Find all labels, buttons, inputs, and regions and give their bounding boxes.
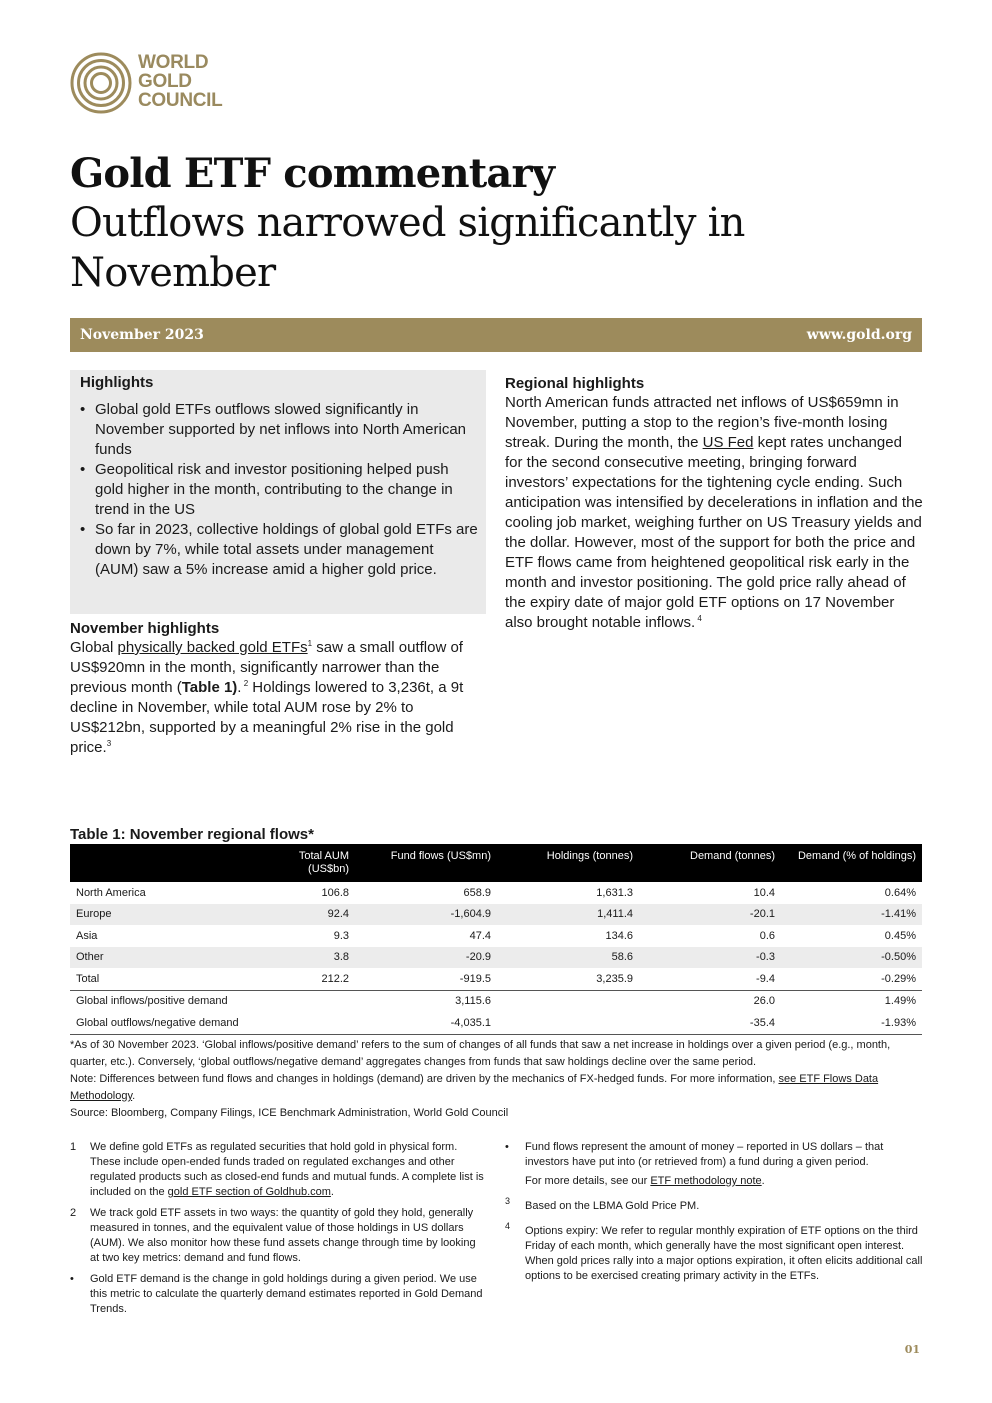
table-header-cell: Demand (tonnes) bbox=[639, 844, 781, 882]
table-cell: 658.9 bbox=[463, 886, 491, 899]
table-cell: 3,235.9 bbox=[596, 972, 633, 985]
table-cell: North America bbox=[76, 886, 146, 899]
document-subtitle: Outflows narrowed significantly in November bbox=[70, 200, 745, 296]
footnote-2: 2 We track gold ETF assets in two ways: the quantity of gold they hold, generally measured in tonnes, and the equivalent value of those holdings in US dollars (AUM). We also monitor how these fund assets change through time by looking at two key metrics: demand and fund flows. bbox=[70, 1207, 476, 1264]
regional-highlights-title: Regional highlights bbox=[505, 375, 645, 392]
table-cell: 9.3 bbox=[333, 929, 349, 942]
regional-paragraph: North American funds attracted net inflows of US$659mn in November, putting a stop to the region’s five-month losing streak. During the month, the US Fed kept rates unchanged for the second consecutive meeting, bringing forward investors’ expectations for the tightening cycle ending. Such anticipation was intensified by decelerations in inflation and the cooling job market, weighing further on US Treasury yields and the dollar. However, most of the support for both the price and ETF flows came from heightened geopolitical risk early in the month and investor positioning. The gold price rally ahead of the expiry date of major gold ETF options on 17 November also brought notable inflows. $^4$ bbox=[505, 394, 923, 631]
table-cell: 1.49% bbox=[781, 990, 922, 1012]
table-cell: 10.4 bbox=[753, 886, 775, 899]
table-cell: Europe bbox=[70, 904, 280, 926]
table-row bbox=[70, 904, 922, 926]
table-cell: Asia bbox=[76, 929, 98, 942]
report-date: November 2023 bbox=[80, 327, 204, 343]
table-cell: -20.1 bbox=[639, 904, 781, 926]
footnote-1: 1 We define gold ETFs as regulated securities that hold gold in physical form. These include open-ended funds traded on regulated exchanges and other regulated products such as closed-end funds and mutual funds. A complete list is included on the gold ETF section of Goldhub.com. bbox=[70, 1141, 484, 1198]
concentric-rings-icon bbox=[70, 52, 132, 114]
table-cell: 58.6 bbox=[497, 947, 639, 969]
world-gold-council-logo bbox=[70, 52, 240, 114]
source-note: Source: Bloomberg, Company Filings, ICE Benchmark Administration, World Gold Council bbox=[70, 1107, 509, 1119]
table-cell: -1.93% bbox=[781, 1012, 922, 1034]
table-title: Table 1: November regional flows* bbox=[70, 826, 314, 843]
table-cell: 92.4 bbox=[280, 904, 355, 926]
table-cell bbox=[280, 990, 355, 1012]
logo-wordmark: WORLD GOLD COUNCIL bbox=[138, 52, 223, 111]
list-item: • So far in 2023, collective holdings of global gold ETFs are down by 7%, while total assets under management (AUM) saw a 5% increase amid a higher gold price. bbox=[70, 520, 486, 580]
table-cell bbox=[280, 1012, 355, 1034]
table-cell: 106.8 bbox=[321, 886, 349, 899]
table-header-cell bbox=[70, 844, 280, 882]
highlights-list bbox=[70, 400, 486, 580]
page-number: 01 bbox=[904, 1343, 920, 1356]
table-row bbox=[70, 882, 922, 904]
table-cell: -919.5 bbox=[459, 972, 491, 985]
table-cell: 0.45% bbox=[884, 929, 916, 942]
footnote-3: 3 Based on the LBMA Gold Price PM. bbox=[505, 1196, 700, 1212]
methodology-note: Note: Differences between fund flows and changes in holdings (demand) are driven by the mechanics of FX-hedged funds. For more information, see ETF Flows Data Methodology. bbox=[70, 1073, 879, 1102]
table-cell: -0.3 bbox=[639, 947, 781, 969]
table-cell: -9.4 bbox=[756, 972, 775, 985]
table-cell: Global inflows/positive demand bbox=[70, 990, 280, 1012]
asof-note: *As of 30 November 2023. ‘Global inflows/positive demand’ refers to the sum of changes of all funds that saw a net increase in holdings over a given period (e.g., month, quarter, etc.). Conversely, ‘global outflows/negative demand’ aggregates changes from funds that saw holdings decline over the same period. bbox=[70, 1039, 891, 1068]
website-link[interactable]: www.gold.org bbox=[806, 327, 912, 343]
footnote-2-bullet-2: • Fund flows represent the amount of money – reported in US dollars – that investors have put into (or retrieved from) a fund during a given period. For more details, see our ETF methodology note. bbox=[505, 1141, 884, 1187]
table-cell: -1.41% bbox=[781, 904, 922, 926]
goldhub-etf-link[interactable]: gold ETF section of Goldhub.com bbox=[167, 1186, 331, 1198]
table-cell: -0.50% bbox=[781, 947, 922, 969]
table-cell: 0.6 bbox=[759, 929, 775, 942]
table-notes bbox=[70, 1037, 922, 1122]
footnote-4: 4 Options expiry: We refer to regular monthly expiration of ETF options on the third Friday of each month, which generally have the most significant open interest. When gold prices rally into a major options expiration, it often elicits additional call options to be exercised creating primary activity in the ETFs. bbox=[505, 1221, 923, 1282]
table-cell: 212.2 bbox=[321, 972, 349, 985]
table-cell: 1,411.4 bbox=[497, 904, 639, 926]
table-cell: 3.8 bbox=[280, 947, 355, 969]
header-bar bbox=[70, 318, 922, 352]
table-cell: Other bbox=[70, 947, 280, 969]
table-row bbox=[70, 990, 922, 1012]
table-cell: -4,035.1 bbox=[355, 1012, 497, 1034]
footnotes-left bbox=[70, 1140, 486, 1323]
etf-flows-methodology-link[interactable]: see ETF Flows Data Methodology bbox=[70, 1073, 879, 1102]
table-cell: 1,631.3 bbox=[596, 886, 633, 899]
table-header-cell: Fund flows (US$mn) bbox=[355, 844, 497, 882]
table-cell: 3,115.6 bbox=[355, 990, 497, 1012]
table-row bbox=[70, 947, 922, 969]
table-cell: -0.29% bbox=[881, 972, 916, 985]
table-header-cell: Demand (% of holdings) bbox=[781, 844, 922, 882]
us-fed-link[interactable]: US Fed bbox=[702, 434, 754, 451]
table-cell: Global outflows/negative demand bbox=[70, 1012, 280, 1034]
november-highlights-title: November highlights bbox=[70, 620, 220, 637]
table-cell: -20.9 bbox=[355, 947, 497, 969]
table-cell: 134.6 bbox=[605, 929, 633, 942]
physically-backed-etfs-link[interactable]: physically backed gold ETFs bbox=[117, 639, 308, 656]
footnote-2-bullet: • Gold ETF demand is the change in gold holdings during a given period. We use this metric to calculate the quarterly demand estimates reported in Gold Demand Trends. bbox=[70, 1273, 483, 1315]
table-header-row bbox=[70, 844, 922, 882]
table-row bbox=[70, 968, 922, 990]
november-paragraph: Global physically backed gold ETFs$^1$ saw a small outflow of US$920mn in the month, significantly narrower than the previous month (Table 1). $^2$ Holdings lowered to 3,236t, a 9t decline in November, while total AUM rose by 2% to US$212bn, supported by a meaningful 2% rise in the gold price.$^3$ bbox=[70, 639, 464, 756]
highlights-title: Highlights bbox=[80, 374, 154, 391]
list-item: • Geopolitical risk and investor positioning helped push gold higher in the month, contributing to the change in trend in the US bbox=[70, 460, 486, 520]
table-row bbox=[70, 1012, 922, 1034]
table-row bbox=[70, 925, 922, 947]
footnotes-right bbox=[505, 1140, 923, 1290]
table-cell: -35.4 bbox=[639, 1012, 781, 1034]
table-header-cell: Holdings (tonnes) bbox=[497, 844, 639, 882]
list-item: • Global gold ETFs outflows slowed significantly in November supported by net inflows into North American funds bbox=[70, 400, 486, 460]
table-cell bbox=[497, 990, 639, 1012]
table-cell: 0.64% bbox=[884, 886, 916, 899]
table-header-cell: Total AUM (US$bn) bbox=[280, 844, 355, 882]
regional-flows-table bbox=[70, 844, 922, 1035]
table-cell bbox=[497, 1012, 639, 1034]
highlights-box bbox=[70, 370, 486, 614]
table-cell: 26.0 bbox=[639, 990, 781, 1012]
document-title: Gold ETF commentary bbox=[70, 150, 555, 197]
etf-methodology-note-link[interactable]: ETF methodology note bbox=[650, 1175, 762, 1187]
table-cell: -1,604.9 bbox=[355, 904, 497, 926]
table-cell: 47.4 bbox=[469, 929, 491, 942]
table-cell: Total bbox=[76, 972, 100, 985]
